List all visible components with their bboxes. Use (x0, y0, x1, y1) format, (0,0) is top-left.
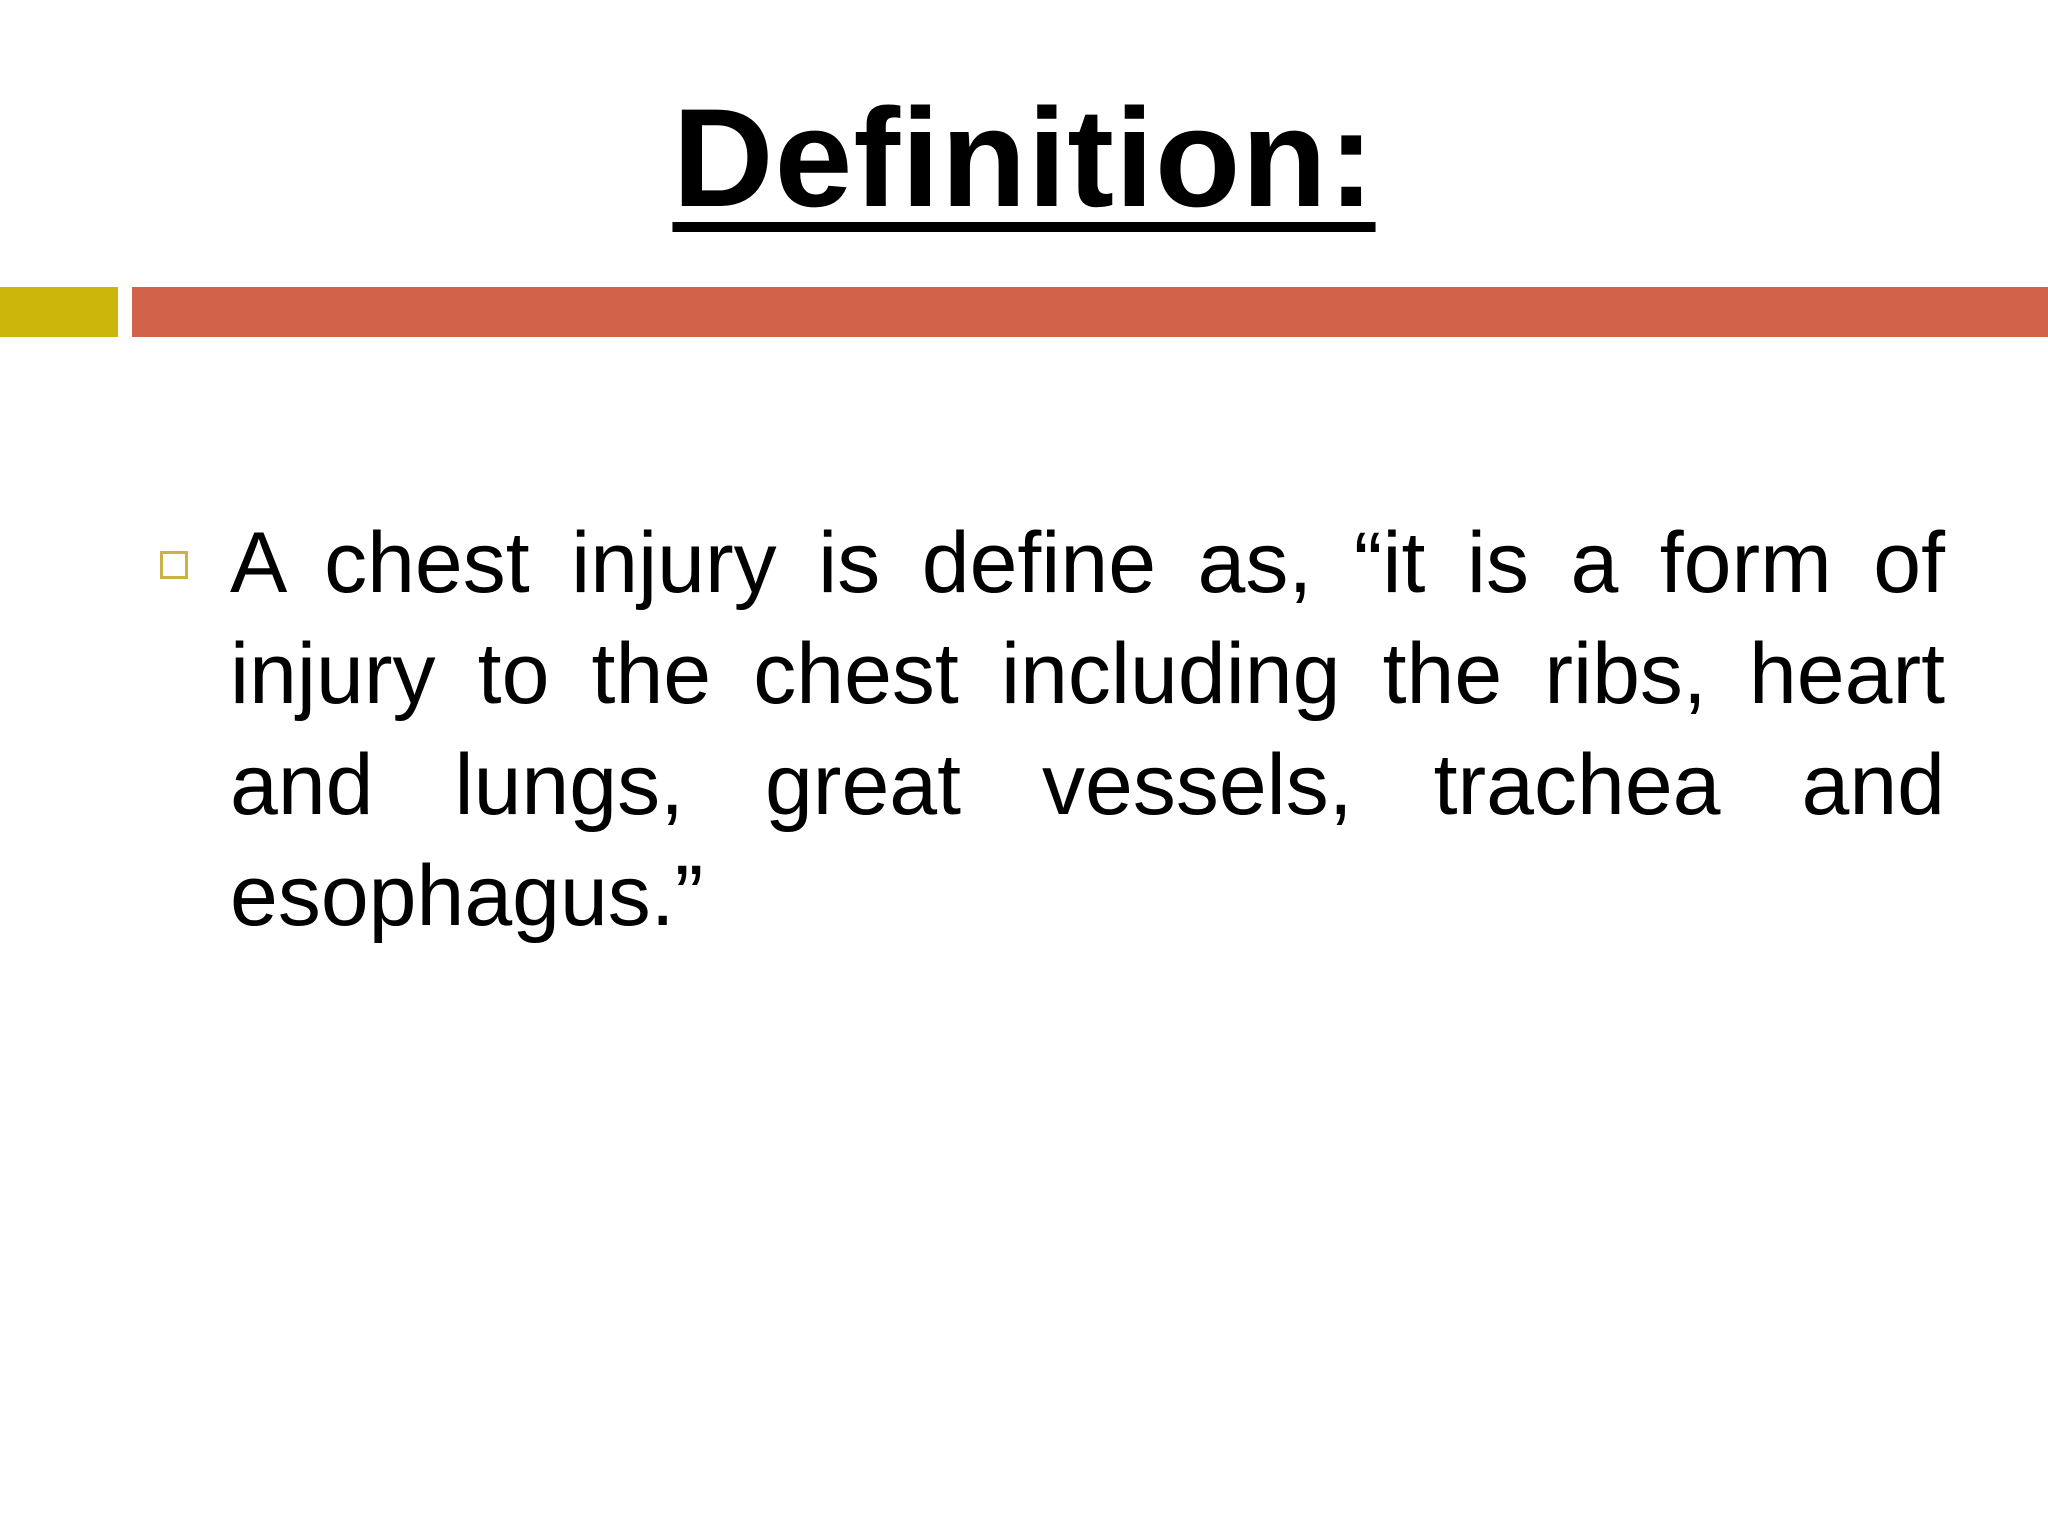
bullet-item (160, 508, 1945, 952)
accent-bar-left (0, 287, 118, 337)
hollow-square-bullet-icon (160, 551, 188, 579)
bullet-text: A chest injury is define as, “it is a form of injury to the chest including the ribs, heart and lungs, great vessels, trachea and esophagus.” (230, 515, 1945, 944)
slide-title-text: Definition: (672, 79, 1376, 236)
accent-bar-right (132, 287, 2048, 337)
slide-title (0, 79, 2048, 236)
bullet-list (160, 508, 1945, 952)
